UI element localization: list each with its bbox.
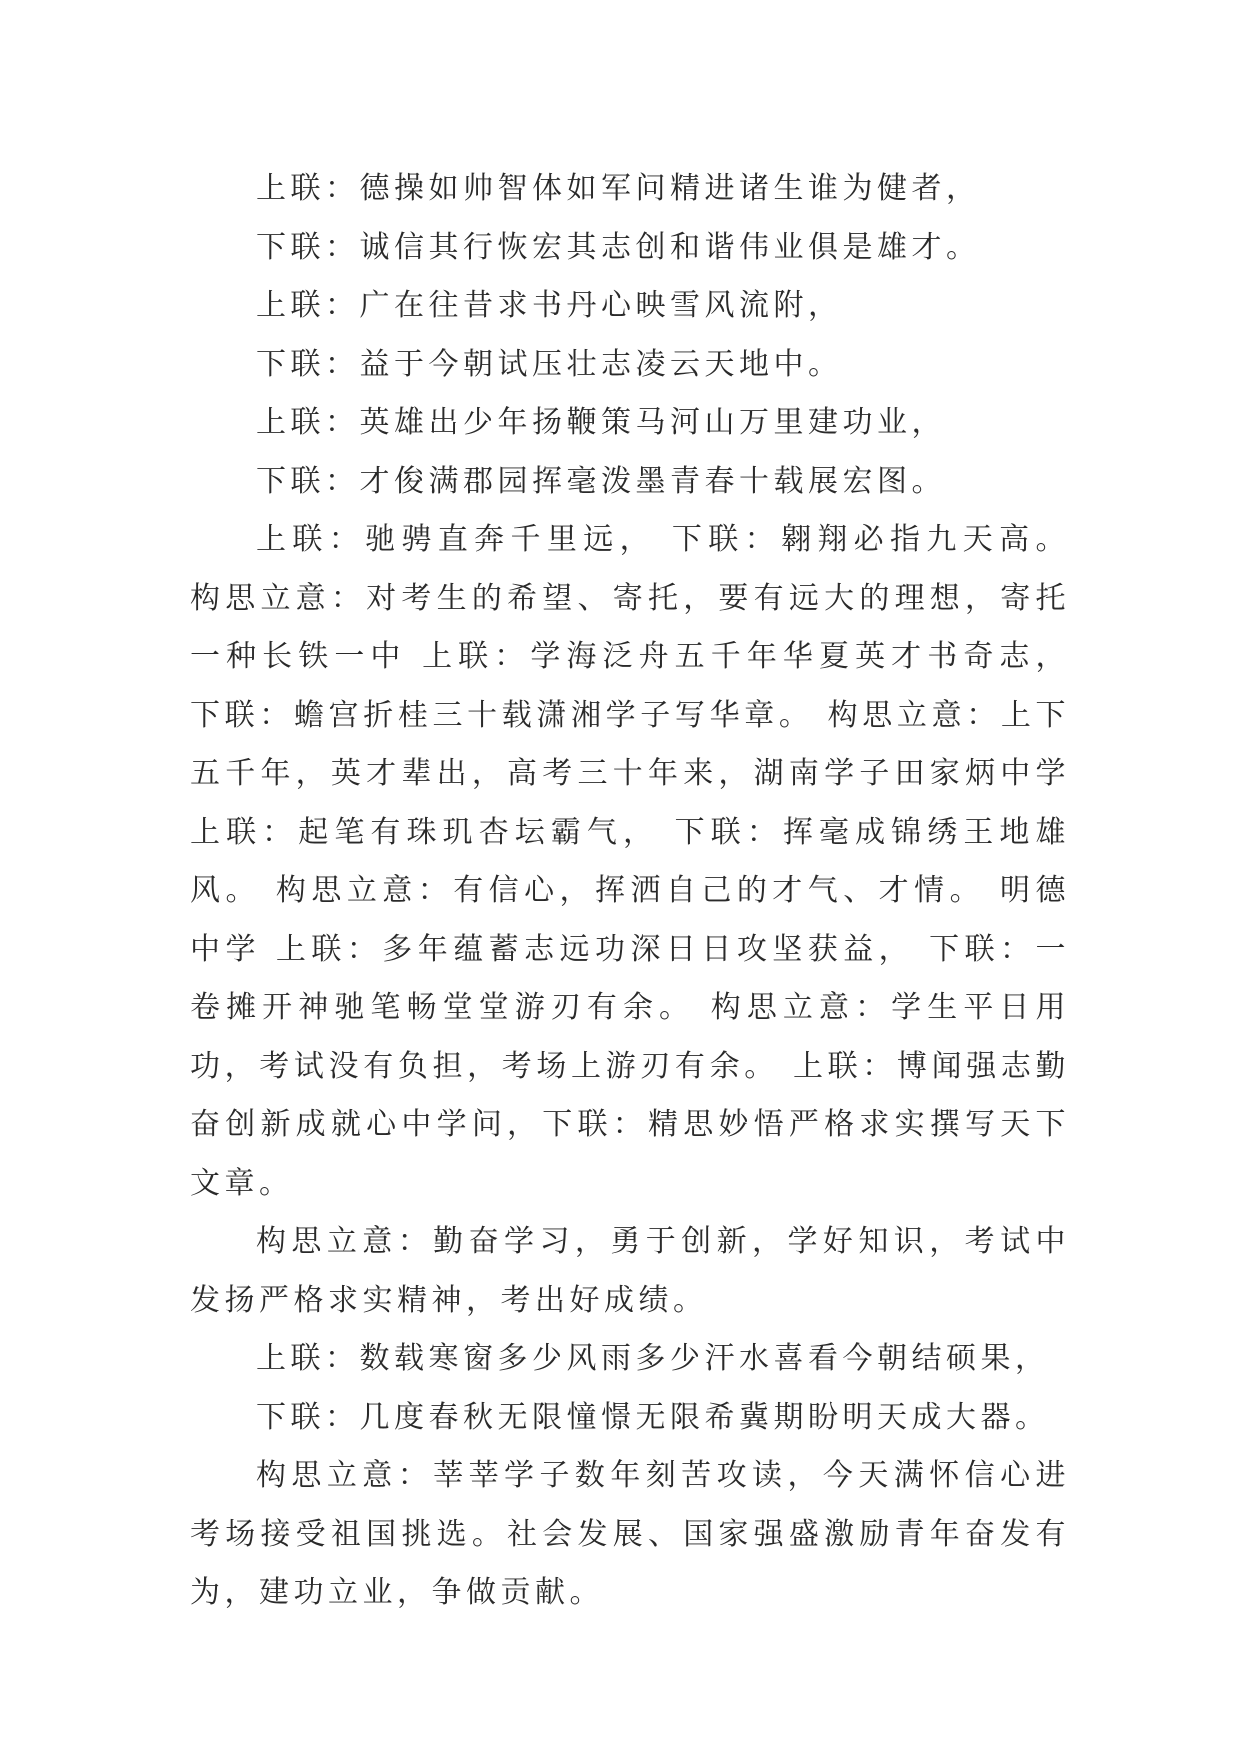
paragraph-11: 构思立意：莘莘学子数年刻苦攻读，今天满怀信心进考场接受祖国挑选。社会发展、国家强盛激励青年奋发有为，建功立业，争做贡献。 [190,1458,1070,1610]
paragraph-4: 下联：益于今朝试压壮志凌云天地中。 [256,346,843,382]
paragraph-5: 上联：英雄出少年扬鞭策马河山万里建功业， [256,405,946,440]
paragraph-6: 下联：才俊满郡园挥毫泼墨青春十载展宏图。 [256,463,946,499]
paragraph-7: 上联：驰骋直奔千里远， 下联：翱翔必指九天高。 构思立意：对考生的希望、寄托，要有远大的理想，寄托一种长铁一中 上联：学海泛舟五千年华夏英才书奇志， 下联：蟾宫折桂三十载潇湘学子写华章。 构思立意：上下五千年，英才辈出，高考三十年来，湖南学子田家炳中学 上联：起笔有珠玑杏坛霸气， 下联：挥毫成锦绣王地雄风。 构思立意：有信心，挥洒自己的才气、才情。 明德中学 上联：多年蕴蓄志远功深日日攻坚获益， 下联：一卷摊开神驰笔畅堂堂游刃有余。 构思立意：学生平日用功，考试没有负担，考场上游刃有余。 上联：博闻强志勤奋创新成就心中学问，下联：精思妙悟严格求实撰写天下文章。 [190,522,1070,1201]
paragraph-2: 下联：诚信其行恢宏其志创和谐伟业俱是雄才。 [256,229,981,265]
paragraph-9: 上联：数载寒窗多少风雨多少汗水喜看今朝结硕果， [256,1341,1050,1376]
paragraph-10: 下联：几度春秋无限憧憬无限希冀期盼明天成大器。 [256,1399,1050,1435]
document-body [190,160,1070,1623]
paragraph-1: 上联：德操如帅智体如军问精进诸生谁为健者， [256,171,981,206]
paragraph-8: 构思立意：勤奋学习，勇于创新，学好知识，考试中发扬严格求实精神，考出好成绩。 [190,1224,1070,1318]
paragraph-3: 上联：广在往昔求书丹心映雪风流附， [256,288,843,323]
